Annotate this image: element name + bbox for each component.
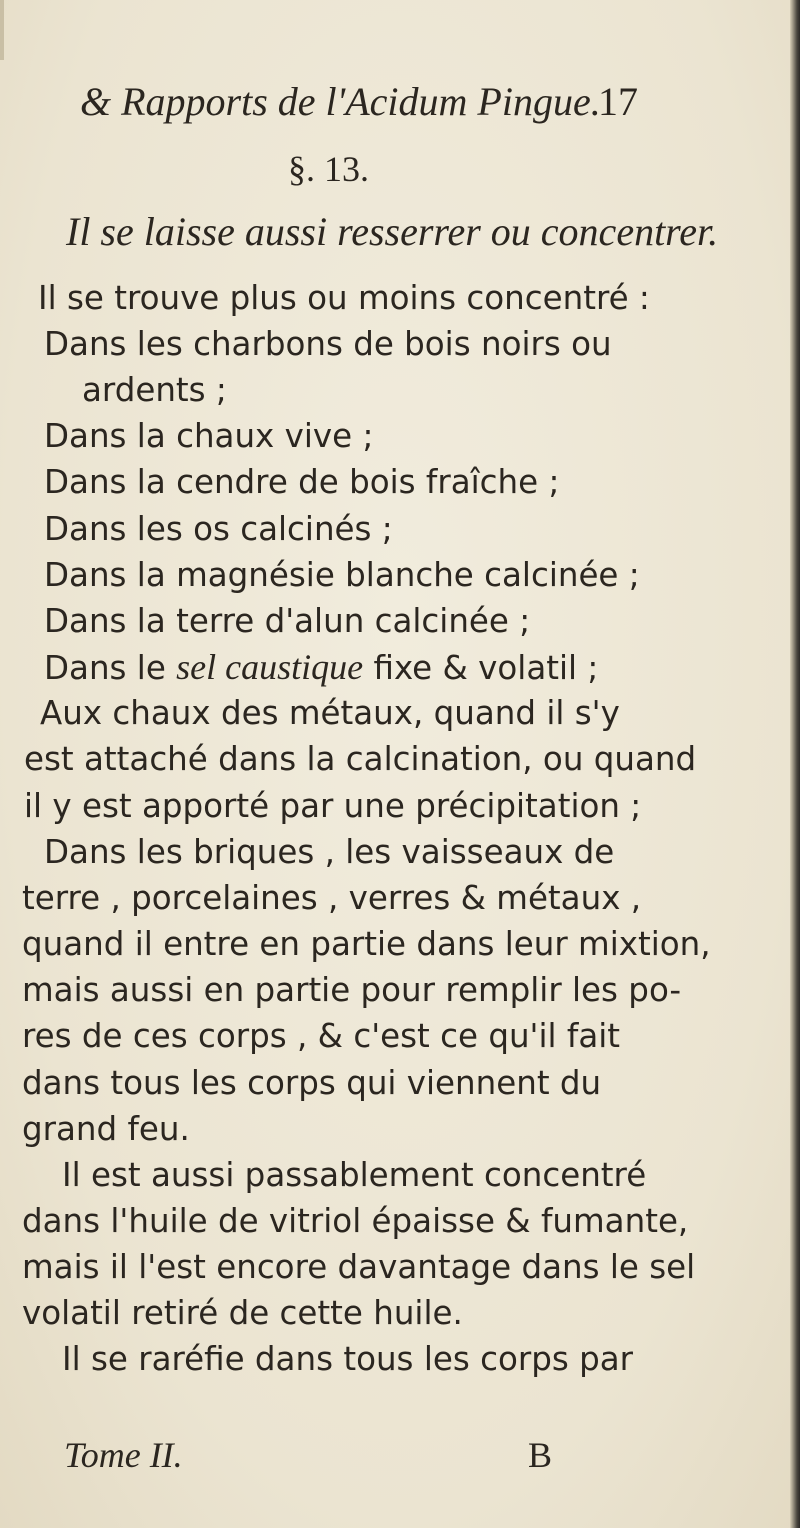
page-edge-shadow — [790, 0, 800, 1528]
running-head: & Rapports de l'Acidum Pingue. — [80, 79, 601, 124]
text-fragment: Dans le — [44, 649, 177, 687]
text-line: est attaché dans la calcination, ou quand — [24, 740, 697, 778]
text-line: volatil retiré de cette huile. — [22, 1294, 463, 1332]
section-number: §. 13. — [288, 149, 369, 189]
text-line: Dans la chaux vive ; — [44, 417, 374, 455]
signature-mark: B — [528, 1435, 553, 1475]
text-line: Dans les charbons de bois noirs ou — [44, 325, 612, 363]
text-line: Il se raréfie dans tous les corps par — [62, 1340, 634, 1378]
text-line: res de ces corps , & c'est ce qu'il fait — [22, 1017, 621, 1055]
text-line: Dans la terre d'alun calcinée ; — [44, 602, 531, 640]
text-line: Dans les os calcinés ; — [44, 510, 393, 548]
text-line: dans tous les corps qui viennent du — [22, 1064, 602, 1102]
text-fragment: fixe & volatil ; — [363, 649, 599, 687]
text-line: grand feu. — [22, 1110, 190, 1148]
volume-label: Tome II. — [64, 1435, 183, 1475]
text-line: Il se trouve plus ou moins concentré : — [38, 279, 650, 317]
text-line: mais aussi en partie pour remplir les po- — [22, 971, 682, 1009]
text-line: ardents ; — [82, 371, 227, 409]
text-line: quand il entre en partie dans leur mixtion, — [22, 925, 711, 963]
text-line: Dans les briques , les vaisseaux de — [44, 833, 615, 871]
section-title: Il se laisse aussi resserrer ou concentrer. — [66, 209, 719, 254]
text-line-with-italic — [44, 644, 598, 690]
page-crease — [0, 0, 4, 60]
text-line: Il est aussi passablement concentré — [62, 1156, 647, 1194]
text-line: Aux chaux des métaux, quand il s'y — [40, 694, 620, 732]
italic-term: sel caustique — [176, 647, 364, 687]
text-line: dans l'huile de vitriol épaisse & fumante, — [22, 1202, 689, 1240]
page-number: 17 — [598, 79, 638, 124]
text-line: Dans la magnésie blanche calcinée ; — [44, 556, 640, 594]
text-line: il y est apporté par une précipitation ; — [24, 787, 642, 825]
text-line: mais il l'est encore davantage dans le sel — [22, 1248, 696, 1286]
text-line: terre , porcelaines , verres & métaux , — [22, 879, 642, 917]
text-line: Dans la cendre de bois fraîche ; — [44, 463, 560, 501]
